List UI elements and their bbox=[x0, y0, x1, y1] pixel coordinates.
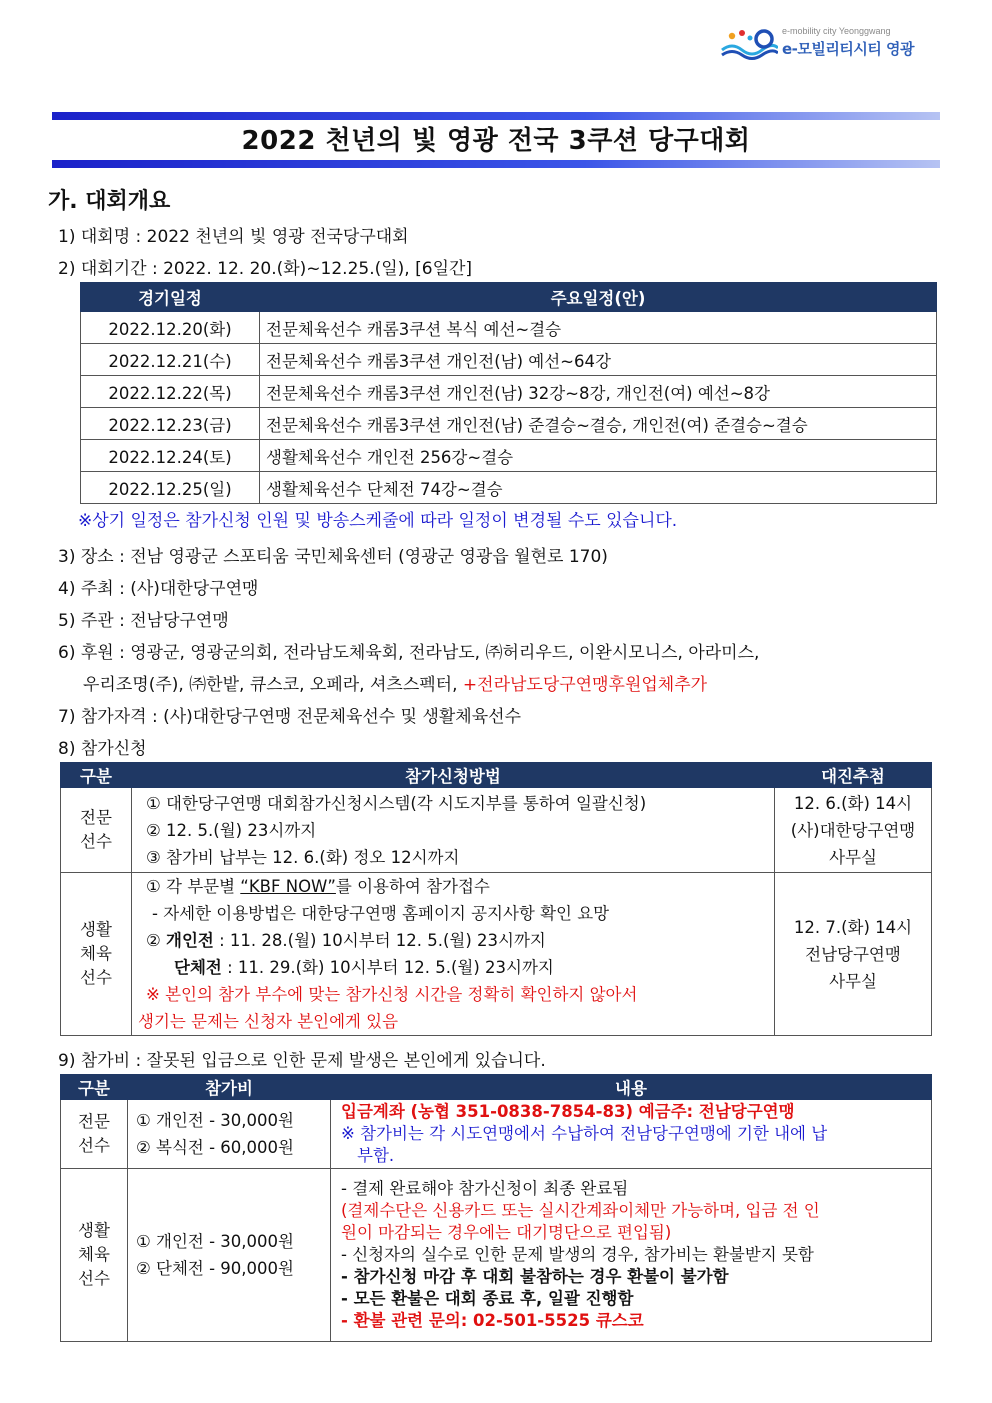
table-row bbox=[81, 408, 937, 440]
title-top-bar bbox=[52, 112, 940, 120]
method-text: ② bbox=[146, 931, 167, 950]
logo-subtitle: e-mobility city Yeonggwang bbox=[782, 26, 891, 36]
sponsors-added: +전라남도당구연맹후원업체추가 bbox=[462, 675, 708, 695]
item-period: 2) 대회기간 : 2022. 12. 20.(화)~12.25.(일), [6일간] bbox=[58, 259, 473, 279]
item-sponsors-cont bbox=[83, 674, 707, 696]
table-header: 구분 bbox=[61, 763, 132, 788]
draw-line: 사무실 bbox=[829, 847, 877, 867]
draw-line: 12. 6.(화) 14시 bbox=[793, 793, 913, 813]
table-cell bbox=[128, 1100, 331, 1169]
table-row bbox=[61, 788, 932, 873]
method-line bbox=[146, 927, 768, 954]
table-header-row bbox=[61, 763, 932, 788]
section-heading: 가. 대회개요 bbox=[48, 189, 171, 214]
table-cell: 2022.12.23(금) bbox=[81, 408, 260, 440]
item-venue: 3) 장소 : 전남 영광군 스포티움 국민체육센터 (영광군 영광읍 월현로 170) bbox=[58, 547, 608, 567]
item-eligibility: 7) 참가자격 : (사)대한당구연맹 전문체육선수 및 생활체육선수 bbox=[58, 707, 521, 727]
table-row bbox=[81, 312, 937, 344]
table-cell: 생활 체육 선수 bbox=[61, 1169, 128, 1342]
table-row bbox=[81, 376, 937, 408]
fee-line: ② 복식전 - 60,000원 bbox=[136, 1138, 294, 1157]
table-row bbox=[61, 1169, 932, 1342]
page-title: 2022 천년의 빛 영광 전국 3쿠션 당구대회 bbox=[241, 126, 751, 156]
table-cell bbox=[128, 1169, 331, 1342]
table-cell: 전문 선수 bbox=[61, 1100, 128, 1169]
draw-line: 사무실 bbox=[829, 971, 877, 991]
draw-line: 전남당구연맹 bbox=[805, 944, 901, 964]
table-cell: 2022.12.21(수) bbox=[81, 344, 260, 376]
content-line: ※ 참가비는 각 시도연맹에서 수납하여 전남당구연맹에 기한 내에 납 bbox=[341, 1124, 828, 1143]
draw-line: 12. 7.(화) 14시 bbox=[793, 917, 913, 937]
item-host: 4) 주최 : (사)대한당구연맹 bbox=[58, 579, 259, 599]
method-text: : 11. 29.(화) 10시부터 12. 5.(월) 23시까지 bbox=[221, 958, 554, 977]
table-header: 경기일정 bbox=[81, 283, 260, 312]
table-row bbox=[81, 440, 937, 472]
table-cell: 전문체육선수 캐롬3쿠션 개인전(남) 예선~64강 bbox=[260, 344, 937, 376]
table-cell: 생활체육선수 단체전 74강~결승 bbox=[260, 472, 937, 504]
method-text: 를 이용하여 참가접수 bbox=[335, 877, 490, 896]
table-cell bbox=[132, 788, 775, 873]
table-cell: 2022.12.24(토) bbox=[81, 440, 260, 472]
content-line: - 결제 완료해야 참가신청이 최종 완료됨 bbox=[341, 1179, 629, 1198]
table-cell bbox=[775, 873, 932, 1036]
table-row bbox=[61, 873, 932, 1036]
method-text: : 11. 28.(월) 10시부터 12. 5.(월) 23시까지 bbox=[213, 931, 546, 950]
title-bottom-bar bbox=[52, 160, 940, 168]
method-line: ③ 참가비 납부는 12. 6.(화) 정오 12시까지 bbox=[146, 847, 460, 867]
table-row bbox=[81, 344, 937, 376]
sponsors-text: 우리조명(주), ㈜한밭, 큐스코, 오페라, 셔츠스펙터, bbox=[83, 675, 463, 695]
method-bold: 개인전 bbox=[166, 931, 214, 950]
table-header-row bbox=[61, 1075, 932, 1100]
item-fee: 9) 참가비 : 잘못된 입금으로 인한 문제 발생은 본인에게 있습니다. bbox=[58, 1051, 546, 1071]
item-organizer: 5) 주관 : 전남당구연맹 bbox=[58, 611, 229, 631]
table-cell: 전문 선수 bbox=[61, 788, 132, 873]
table-header: 주요일정(안) bbox=[260, 283, 937, 312]
method-line: 생기는 문제는 신청자 본인에게 있음 bbox=[138, 1012, 399, 1031]
method-line: ※ 본인의 참가 부수에 맞는 참가신청 시간을 정확히 확인하지 않아서 bbox=[146, 985, 638, 1004]
table-cell: 전문체육선수 캐롬3쿠션 개인전(남) 준결승~결승, 개인전(여) 준결승~결승 bbox=[260, 408, 937, 440]
table-header: 내용 bbox=[331, 1075, 932, 1100]
table-row bbox=[81, 472, 937, 504]
table-cell bbox=[331, 1169, 932, 1342]
logo-name: e-모빌리티시티 영광 bbox=[782, 40, 915, 58]
table-cell: 2022.12.20(화) bbox=[81, 312, 260, 344]
method-line bbox=[146, 873, 768, 900]
table-cell bbox=[132, 873, 775, 1036]
content-line: (결제수단은 신용카드 또는 실시간계좌이체만 가능하며, 입금 전 인 bbox=[341, 1201, 820, 1220]
method-line: ① 대한당구연맹 대회참가신청시스템(각 시도지부를 통하여 일괄신청) bbox=[146, 793, 647, 813]
content-line: - 참가신청 마감 후 대회 불참하는 경우 환불이 불가함 bbox=[341, 1267, 729, 1286]
table-cell: 2022.12.22(목) bbox=[81, 376, 260, 408]
table-cell: 전문체육선수 캐롬3쿠션 개인전(남) 32강~8강, 개인전(여) 예선~8강 bbox=[260, 376, 937, 408]
item-sponsors: 6) 후원 : 영광군, 영광군의회, 전라남도체육회, 전라남도, ㈜허리우드, 이완시모니스, 아라미스, bbox=[58, 643, 760, 663]
table-cell: 2022.12.25(일) bbox=[81, 472, 260, 504]
method-line bbox=[146, 954, 768, 981]
table-header: 대진추첨 bbox=[775, 763, 932, 788]
method-line: - 자세한 이용방법은 대한당구연맹 홈페이지 공지사항 확인 요망 bbox=[152, 904, 610, 923]
table-cell: 생활체육선수 개인전 256강~결승 bbox=[260, 440, 937, 472]
content-line: - 모든 환불은 대회 종료 후, 일괄 진행함 bbox=[341, 1289, 634, 1308]
content-line: 부함. bbox=[357, 1146, 395, 1165]
method-bold: 단체전 bbox=[174, 958, 222, 977]
draw-line: (사)대한당구연맹 bbox=[790, 820, 916, 840]
table-cell: 전문체육선수 캐롬3쿠션 복식 예선~결승 bbox=[260, 312, 937, 344]
table-cell bbox=[775, 788, 932, 873]
schedule-note: ※상기 일정은 참가신청 인원 및 방송스케줄에 따라 일정이 변경될 수도 있습니다. bbox=[78, 511, 678, 531]
kbf-now-text: “KBF NOW” bbox=[240, 877, 336, 896]
item-name: 1) 대회명 : 2022 천년의 빛 영광 전국당구대회 bbox=[58, 227, 409, 247]
application-table bbox=[60, 762, 932, 1036]
table-cell bbox=[331, 1100, 932, 1169]
table-header: 참가비 bbox=[128, 1075, 331, 1100]
content-line: 입금계좌 (농협 351-0838-7854-83) 예금주: 전남당구연맹 bbox=[341, 1102, 795, 1121]
content-line: 원이 마감되는 경우에는 대기명단으로 편입됨) bbox=[341, 1223, 672, 1242]
table-header-row bbox=[81, 283, 937, 312]
logo bbox=[720, 24, 945, 64]
method-text: ① 각 부문별 bbox=[146, 877, 241, 896]
table-header: 구분 bbox=[61, 1075, 128, 1100]
content-line: - 환불 관련 문의: 02-501-5525 큐스코 bbox=[341, 1311, 644, 1330]
item-application: 8) 참가신청 bbox=[58, 739, 147, 759]
method-line: ② 12. 5.(월) 23시까지 bbox=[146, 820, 317, 840]
fee-line: ② 단체전 - 90,000원 bbox=[136, 1259, 294, 1278]
table-header: 참가신청방법 bbox=[132, 763, 775, 788]
content-line: - 신청자의 실수로 인한 문제 발생의 경우, 참가비는 환불받지 못함 bbox=[341, 1245, 814, 1264]
table-row bbox=[61, 1100, 932, 1169]
schedule-table bbox=[80, 282, 937, 504]
fee-line: ① 개인전 - 30,000원 bbox=[136, 1232, 294, 1251]
fee-table bbox=[60, 1074, 932, 1342]
logo-mark-icon bbox=[720, 28, 778, 62]
table-cell: 생활 체육 선수 bbox=[61, 873, 132, 1036]
fee-line: ① 개인전 - 30,000원 bbox=[136, 1111, 294, 1130]
